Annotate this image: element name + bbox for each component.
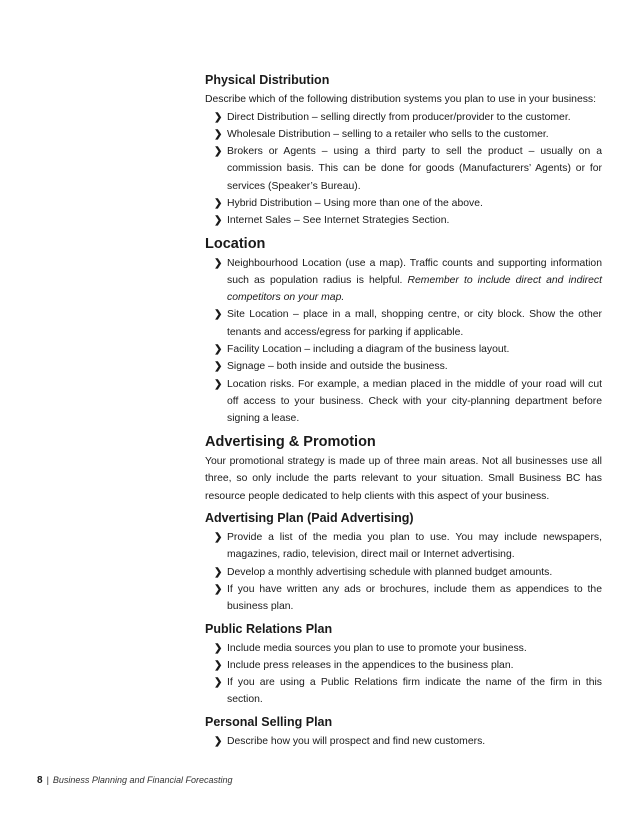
advertising-plan-heading: Advertising Plan (Paid Advertising)	[205, 511, 414, 526]
page-footer	[37, 775, 233, 786]
advertising-heading: Advertising & Promotion	[205, 433, 376, 450]
list-item: ❯ Hybrid Distribution – Using more than one of the above.	[205, 195, 602, 212]
list-item: ❯ If you have written any ads or brochures, include them as appendices to the business plan.	[205, 581, 602, 616]
footer-separator: |	[46, 775, 49, 785]
chevron-right-icon: ❯	[214, 583, 223, 595]
public-relations-heading: Public Relations Plan	[205, 621, 333, 636]
list-item: ❯ Location risks. For example, a median placed in the middle of your road will cut off access to your business. Check with your city-planning department before signing a lease.	[205, 376, 602, 428]
location-list	[205, 255, 602, 428]
chevron-right-icon: ❯	[214, 146, 223, 158]
page-number: 8	[37, 775, 43, 786]
chevron-right-icon: ❯	[214, 215, 223, 227]
advertising-body: Your promotional strategy is made up of three main areas. Not all businesses use all three, so only include the parts relevant to your situation. Small Business BC has resource people dedicated to help clients with this aspect of your business.	[205, 455, 602, 502]
location-section	[205, 235, 602, 428]
chevron-right-icon: ❯	[214, 197, 223, 209]
list-item: ❯ Brokers or Agents – using a third party to sell the product – usually on a commission basis. This can be done for goods (Manufacturers’ Agents) or for services (Speaker’s Bureau).	[205, 143, 602, 195]
footer-title: Business Planning and Financial Forecasting	[52, 775, 233, 785]
personal-selling-heading: Personal Selling Plan	[205, 714, 333, 729]
list-item: ❯ Develop a monthly advertising schedule with planned budget amounts.	[205, 564, 602, 581]
advertising-plan-section	[205, 510, 602, 615]
physical-distribution-intro: Describe which of the following distribution systems you plan to use in your business:	[205, 94, 596, 105]
list-item: ❯ Include media sources you plan to use to promote your business.	[205, 640, 602, 657]
page-content	[205, 72, 602, 755]
chevron-right-icon: ❯	[214, 566, 223, 578]
physical-distribution-section	[205, 72, 602, 230]
personal-selling-list	[205, 733, 602, 750]
list-item: ❯ Include press releases in the appendices to the business plan.	[205, 657, 602, 674]
distribution-list	[205, 109, 602, 230]
chevron-right-icon: ❯	[214, 128, 223, 140]
list-item: ❯ Internet Sales – See Internet Strategies Section.	[205, 212, 602, 229]
personal-selling-section	[205, 714, 602, 750]
list-item: ❯ Direct Distribution – selling directly from producer/provider to the customer.	[205, 109, 602, 126]
advertising-plan-list	[205, 529, 602, 615]
location-note: Remember to include direct and indirect competitors on your map.	[227, 274, 602, 304]
chevron-right-icon: ❯	[214, 659, 223, 671]
list-item: ❯ If you are using a Public Relations firm indicate the name of the firm in this section.	[205, 674, 602, 709]
chevron-right-icon: ❯	[214, 378, 223, 390]
list-item: ❯ Neighbourhood Location (use a map). Traffic counts and supporting information such as population radius is helpful. Remember to include direct and indirect competitors on your map.	[205, 255, 602, 307]
list-item: ❯ Wholesale Distribution – selling to a retailer who sells to the customer.	[205, 126, 602, 143]
list-item: ❯ Facility Location – including a diagram of the business layout.	[205, 341, 602, 358]
list-item: ❯ Provide a list of the media you plan to use. You may include newspapers, magazines, radio, television, direct mail or Internet advertising.	[205, 529, 602, 564]
chevron-right-icon: ❯	[214, 344, 223, 356]
physical-distribution-heading: Physical Distribution	[205, 73, 330, 87]
chevron-right-icon: ❯	[214, 361, 223, 373]
chevron-right-icon: ❯	[214, 677, 223, 689]
public-relations-list	[205, 640, 602, 709]
public-relations-section	[205, 621, 602, 709]
chevron-right-icon: ❯	[214, 309, 223, 321]
list-item: ❯ Signage – both inside and outside the business.	[205, 358, 602, 375]
chevron-right-icon: ❯	[214, 111, 223, 123]
list-item: ❯ Site Location – place in a mall, shopping centre, or city block. Show the other tenants and access/egress for parking if applicable.	[205, 306, 602, 341]
location-heading: Location	[205, 235, 266, 252]
chevron-right-icon: ❯	[214, 642, 223, 654]
chevron-right-icon: ❯	[214, 532, 223, 544]
chevron-right-icon: ❯	[214, 257, 223, 269]
list-item: ❯ Describe how you will prospect and find new customers.	[205, 733, 602, 750]
chevron-right-icon: ❯	[214, 735, 223, 747]
advertising-section	[205, 433, 602, 506]
